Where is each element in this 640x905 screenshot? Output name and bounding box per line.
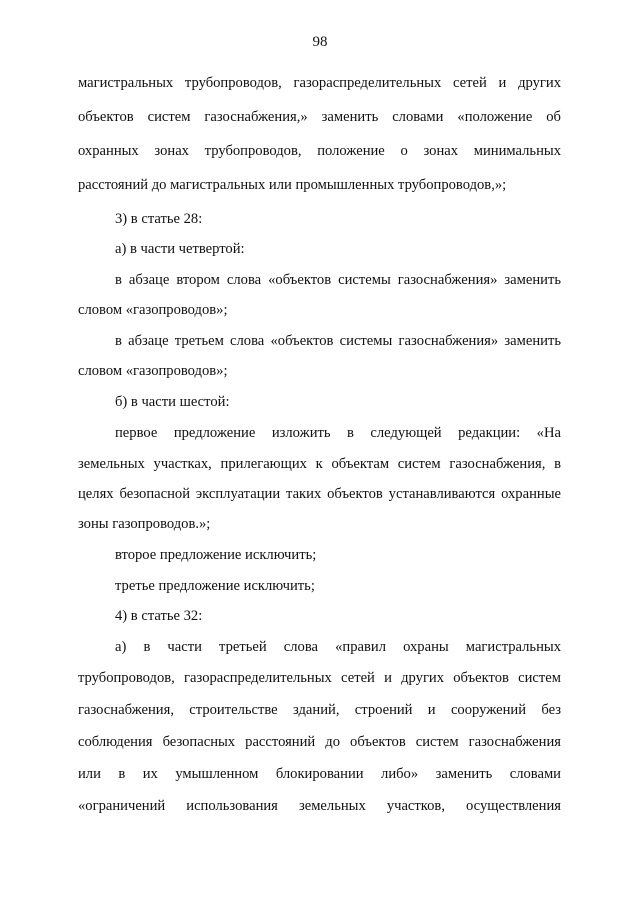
text-line: а) в части третьей слова «правил охраны магистральных xyxy=(115,639,561,655)
text-line: соблюдения безопасных расстояний до объектов систем газоснабжения xyxy=(78,734,561,750)
page-number: 98 xyxy=(312,34,328,50)
text-line: второе предложение исключить; xyxy=(115,547,317,563)
text-line: зоны газопроводов.»; xyxy=(78,516,211,532)
text-line: б) в части шестой: xyxy=(115,394,230,410)
text-line: словом «газопроводов»; xyxy=(78,302,228,318)
text-line: земельных участках, прилегающих к объектам систем газоснабжения, в xyxy=(78,456,561,472)
text-line: охранных зонах трубопроводов, положение о зонах минимальных xyxy=(78,143,561,159)
text-line: объектов систем газоснабжения,» заменить словами «положение об xyxy=(78,109,561,125)
text-line: расстояний до магистральных или промышленных трубопроводов,»; xyxy=(78,177,507,193)
text-line: в абзаце втором слова «объектов системы газоснабжения» заменить xyxy=(115,272,561,288)
text-line: «ограничений использования земельных участков, осуществления xyxy=(78,798,561,814)
text-line: газоснабжения, строительстве зданий, строений и сооружений без xyxy=(78,702,561,718)
text-line: первое предложение изложить в следующей редакции: «На xyxy=(115,425,561,441)
text-line: 3) в статье 28: xyxy=(115,211,203,227)
text-line: а) в части четвертой: xyxy=(115,241,245,257)
text-line: магистральных трубопроводов, газораспределительных сетей и других xyxy=(78,75,561,91)
text-line: или в их умышленном блокировании либо» заменить словами xyxy=(78,766,561,782)
text-line: словом «газопроводов»; xyxy=(78,363,228,379)
text-line: третье предложение исключить; xyxy=(115,578,315,594)
text-line: 4) в статье 32: xyxy=(115,608,203,624)
text-line: трубопроводов, газораспределительных сетей и других объектов систем xyxy=(78,670,561,686)
text-line: целях безопасной эксплуатации таких объектов устанавливаются охранные xyxy=(78,486,561,502)
text-line: в абзаце третьем слова «объектов системы газоснабжения» заменить xyxy=(115,333,561,349)
